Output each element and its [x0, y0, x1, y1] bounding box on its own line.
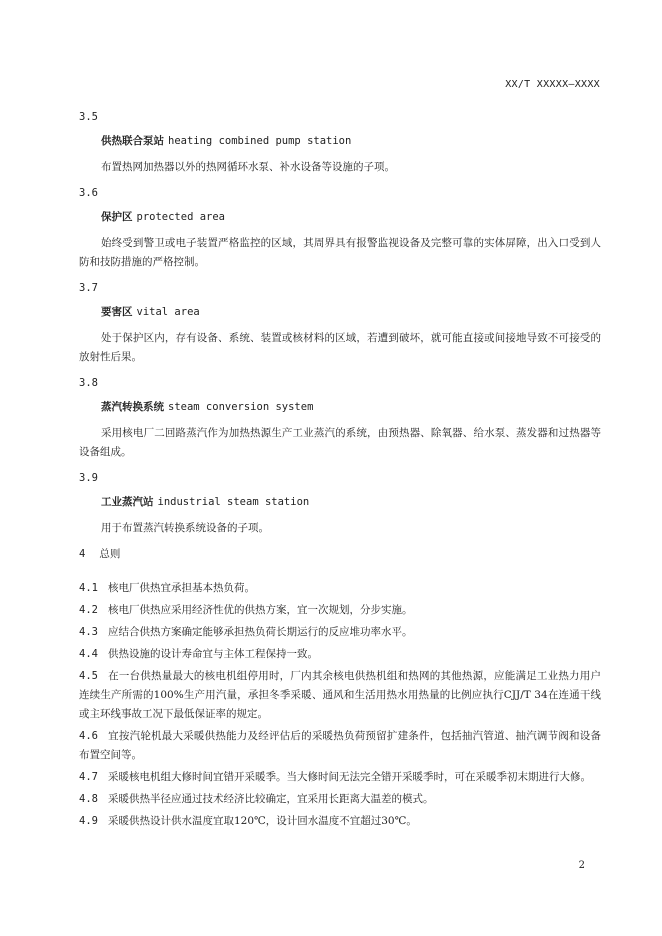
term-english: industrial steam station — [157, 496, 310, 508]
term-definition: 处于保护区内，存有设备、系统、装置或核材料的区域，若遭到破坏，就可能直接或间接地导致不可接受的放射性后果。 — [79, 332, 601, 363]
clause-item — [79, 623, 601, 642]
term-definition: 布置热网加热器以外的热网循环水泵、补水设备等设施的子项。 — [101, 161, 395, 173]
clause-number: 4.9 — [79, 815, 98, 827]
clause-number: 4.7 — [79, 771, 98, 783]
clause-item — [79, 790, 601, 809]
term-definition: 始终受到警卫或电子装置严格监控的区域，其周界具有报警监视设备及完整可靠的实体屏障，出入口受到人防和技防措施的严格控制。 — [79, 237, 601, 268]
term-heading — [101, 210, 601, 234]
term-heading — [101, 495, 601, 519]
term-chinese: 工业蒸汽站 — [101, 496, 154, 508]
term-entry — [79, 186, 601, 272]
term-english: vital area — [136, 306, 200, 318]
term-definition: 用于布置蒸汽转换系统设备的子项。 — [101, 522, 269, 534]
term-heading — [101, 305, 601, 329]
term-number: 3.7 — [79, 282, 98, 294]
document-code-header: XX/T XXXXX—XXXX — [505, 79, 600, 90]
clause-item — [79, 601, 601, 620]
term-number: 3.5 — [79, 111, 98, 123]
clause-number: 4.5 — [79, 670, 98, 682]
term-english: steam conversion system — [168, 401, 314, 413]
term-entry — [79, 471, 601, 538]
clause-number: 4.3 — [79, 626, 98, 638]
term-number: 3.8 — [79, 377, 98, 389]
clause-text: 宜按汽轮机最大采暖供热能力及经评估后的采暖热负荷预留扩建条件，包括抽汽管道、抽汽调节阀和设备布置空间等。 — [79, 730, 601, 761]
clause-text: 采暖核电机组大修时间宜错开采暖季。当大修时间无法完全错开采暖季时，可在采暖季初末期进行大修。 — [107, 771, 591, 783]
page-number: 2 — [578, 860, 585, 871]
clause-text: 核电厂供热宜承担基本热负荷。 — [107, 582, 255, 594]
term-entry — [79, 281, 601, 367]
clause-text: 核电厂供热应采用经济性优的供热方案，宜一次规划，分步实施。 — [107, 604, 413, 616]
clause-number: 4.1 — [79, 582, 98, 594]
section-number: 4 — [79, 548, 86, 560]
term-number: 3.6 — [79, 187, 98, 199]
clause-item — [79, 727, 601, 765]
term-entry — [79, 110, 601, 177]
term-english: heating combined pump station — [168, 135, 352, 147]
term-definition: 采用核电厂二回路蒸汽作为加热热源生产工业蒸汽的系统，由预热器、除氧器、给水泵、蒸发器和过热器等设备组成。 — [79, 427, 601, 458]
page-content — [79, 110, 601, 834]
term-chinese: 要害区 — [101, 306, 133, 318]
clause-item — [79, 579, 601, 598]
clause-text: 在一台供热量最大的核电机组停用时，厂内其余核电供热机组和热网的其他热源，应能满足工业热力用户连续生产所需的100%生产用汽量，承担冬季采暖、通风和生活用热水用热量的比例应执行CJJ/T 34在连通干线或主环线事故工况下最低保证率的规定。 — [79, 670, 601, 720]
section-heading — [79, 547, 601, 561]
term-chinese: 供热联合泵站 — [101, 135, 164, 147]
clause-item — [79, 812, 601, 831]
section-title: 总则 — [99, 548, 121, 560]
clause-number: 4.8 — [79, 793, 98, 805]
clause-number: 4.2 — [79, 604, 98, 616]
term-heading — [101, 134, 601, 158]
clause-text: 采暖供热半径应通过技术经济比较确定，宜采用长距离大温差的模式。 — [107, 793, 434, 805]
clause-text: 应结合供热方案确定能够承担热负荷长期运行的反应堆功率水平。 — [107, 626, 413, 638]
term-chinese: 蒸汽转换系统 — [101, 401, 164, 413]
clause-number: 4.6 — [79, 730, 98, 742]
term-entry — [79, 376, 601, 462]
term-english: protected area — [136, 211, 226, 223]
clause-item — [79, 768, 601, 787]
clause-text: 采暖供热设计供水温度宜取120℃，设计回水温度不宜超过30℃。 — [107, 815, 417, 827]
clause-number: 4.4 — [79, 648, 98, 660]
term-chinese: 保护区 — [101, 211, 133, 223]
term-number: 3.9 — [79, 472, 98, 484]
clause-item — [79, 645, 601, 664]
clause-text: 供热设施的设计寿命宜与主体工程保持一致。 — [107, 648, 318, 660]
term-heading — [101, 400, 601, 424]
clause-item — [79, 667, 601, 724]
